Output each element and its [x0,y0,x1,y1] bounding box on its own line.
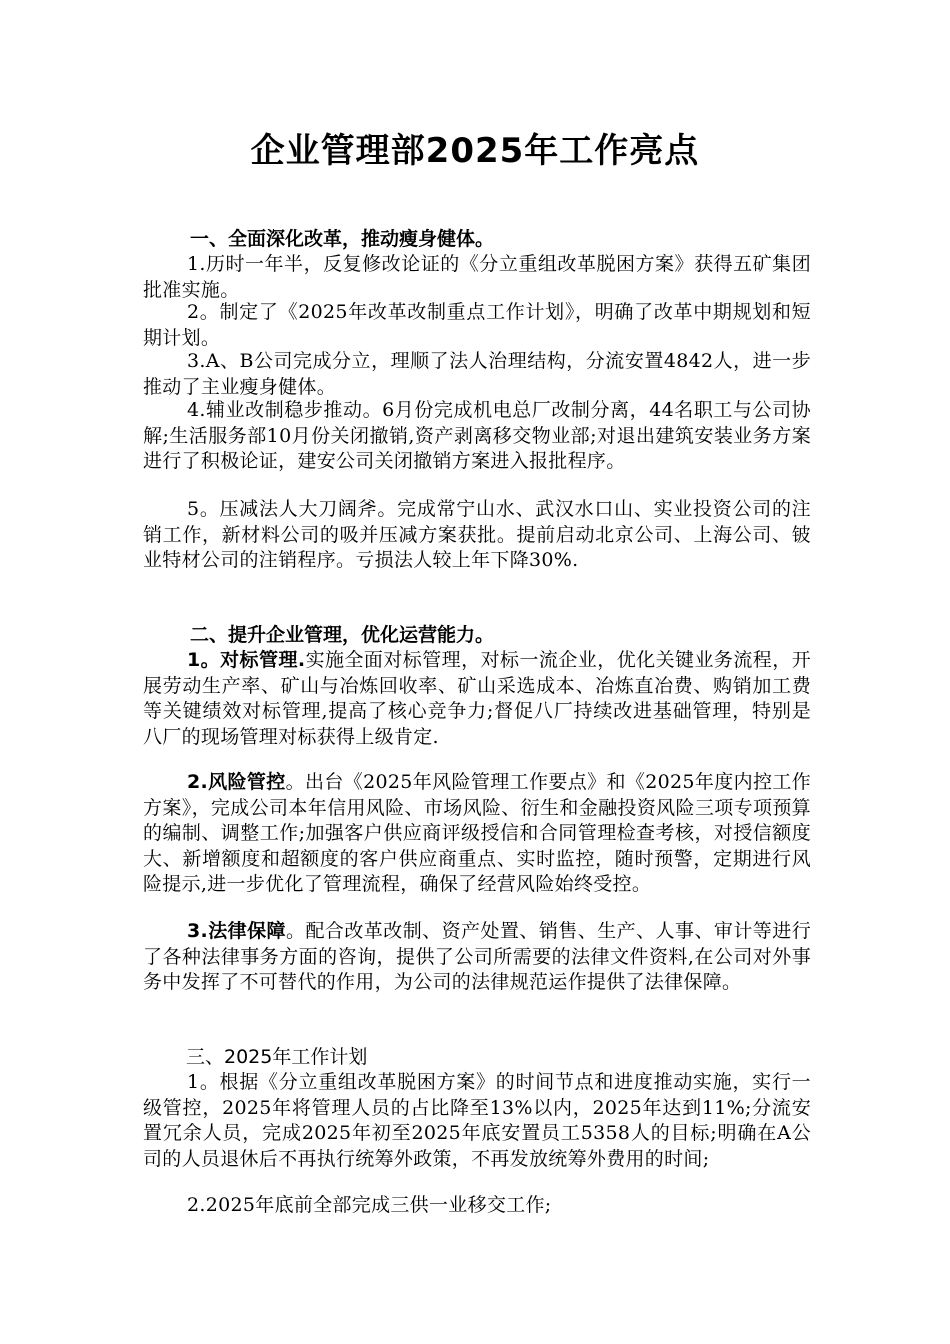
section-3-paragraph-2: 2.2025年底前全部完成三供一业移交工作; [187,1194,552,1216]
item-2-text: 。出台《2025年风险管理工作要点》和《2025年度内控工作方案》，完成公司本年信用风险、市场风险、衍生和金融投资风险三项专项预算的编制、调整工作;加强客户供应商评级授信和合同管理检查考核，对授信额度大、新增额度和超额度的客户供应商重点、实时监控，随时预警，定期进行风险提示,进一步优化了管理流程，确保了经营风险始终受控。 [143,771,811,895]
section-2-item-1 [143,648,811,750]
section-3-heading: 三、2025年工作计划 [186,1046,368,1068]
document-title: 企业管理部2025年工作亮点 [250,131,700,171]
section-3-paragraph-1: 1。根据《分立重组改革脱困方案》的时间节点和进度推动实施，实行一级管控，2025年将管理人员的占比降至13%以内，2025年达到11%;分流安置冗余人员，完成2025年初至2025年底安置员工5358人的目标;明确在A公司的人员退休后不再执行统筹外政策，不再发放统筹外费用的时间; [143,1071,811,1170]
section-1-paragraph-3: 3.A、B公司完成分立，理顺了法人治理结构，分流安置4842人，进一步推动了主业瘦身健体。 [143,350,811,398]
item-2-label: 2.风险管控 [187,771,286,793]
item-1-text: 实施全面对标管理，对标一流企业，优化关键业务流程，开展劳动生产率、矿山与冶炼回收率、矿山采选成本、冶炼直冶费、购销加工费等关键绩效对标管理,提高了核心竞争力;督促八厂持续改进基础管理，特别是八厂的现场管理对标获得上级肯定. [143,649,811,748]
section-1-paragraph-5: 5。压减法人大刀阔斧。完成常宁山水、武汉水口山、实业投资公司的注销工作，新材料公司的吸并压减方案获批。提前启动北京公司、上海公司、铍业特材公司的注销程序。亏损法人较上年下降30%. [143,498,811,571]
section-2-item-2 [143,770,811,898]
item-1-label: 1。对标管理. [187,649,306,671]
section-1-heading: 一、全面深化改革，推动瘦身健体。 [190,228,495,250]
section-1-paragraph-2: 2。制定了《2025年改革改制重点工作计划》，明确了改革中期规划和短期计划。 [143,301,811,349]
section-1-paragraph-1: 1.历时一年半，反复修改论证的《分立重组改革脱困方案》获得五矿集团批准实施。 [143,253,811,301]
item-3-text: 。配合改革改制、资产处置、销售、生产、人事、审计等进行了各种法律事务方面的咨询，提供了公司所需要的法律文件资料,在公司对外事务中发挥了不可替代的作用，为公司的法律规范运作提供了法律保障。 [143,920,811,993]
item-3-label: 3.法律保障 [187,920,286,942]
section-2-item-3 [143,919,811,996]
section-1-paragraph-4: 4.辅业改制稳步推动。6月份完成机电总厂改制分离，44名职工与公司协解;生活服务部10月份关闭撤销,资产剥离移交物业部;对退出建筑安装业务方案进行了积极论证，建安公司关闭撤销方案进入报批程序。 [143,399,811,472]
section-2-heading: 二、提升企业管理，优化运营能力。 [190,624,495,646]
